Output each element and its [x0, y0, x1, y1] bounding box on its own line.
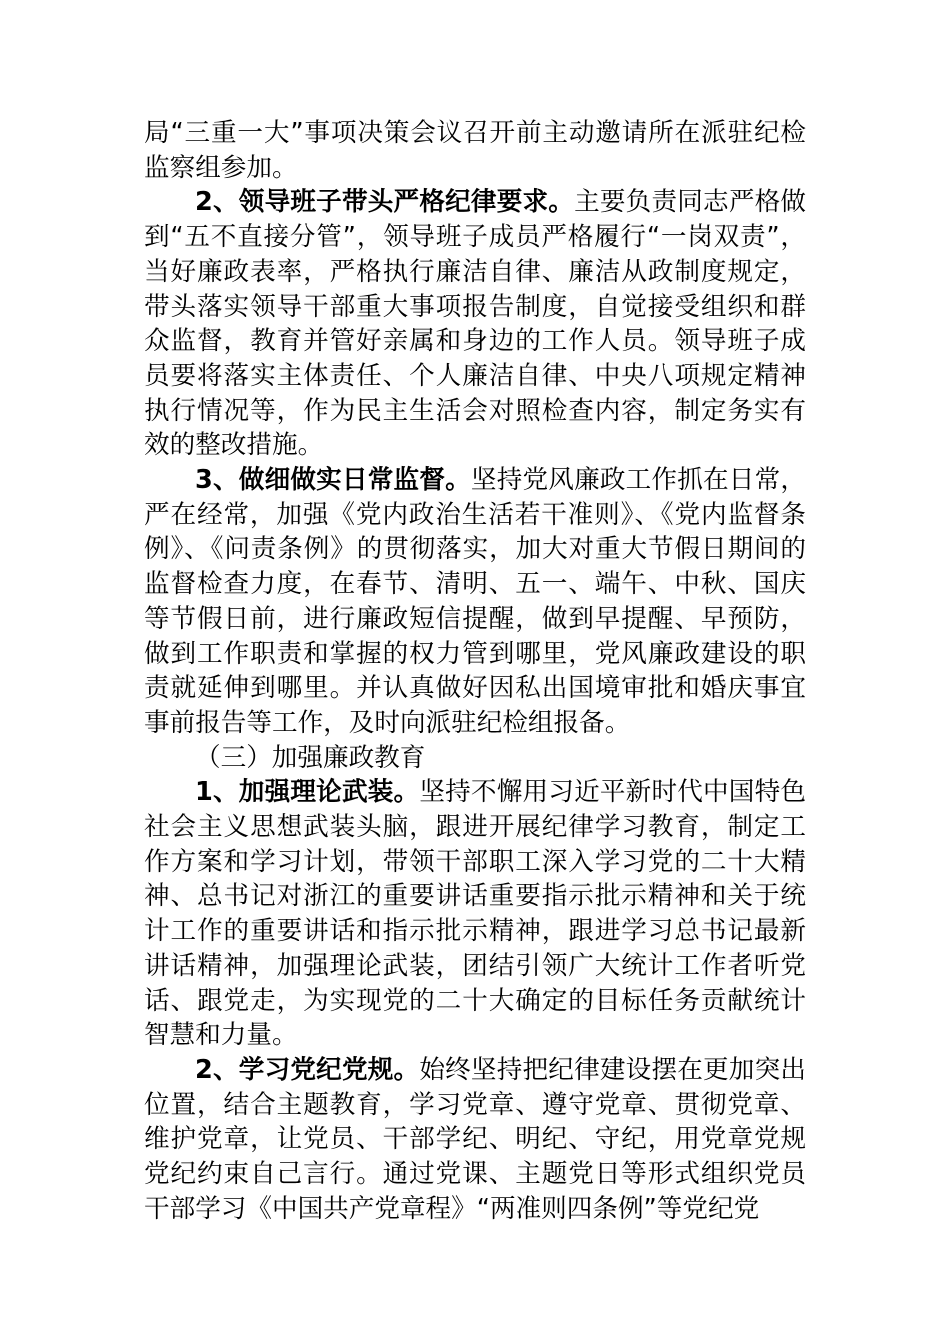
paragraph-text: （三）加强廉政教育 [195, 742, 426, 773]
paragraph-heading: 3、做细做实日常监督。 [195, 465, 471, 496]
paragraph-party-rules-study [144, 1053, 806, 1227]
paragraph-text: 主要负责同志严格做到“五不直接分管”，领导班子成员严格履行“一岗双责”，当好廉政表率，严格执行廉洁自律、廉洁从政制度规定，带头落实领导干部重大事项报告制度，自觉接受组织和群众监督，教育并管好亲属和身边的工作人员。领导班子成员要将落实主体责任、个人廉洁自律、中央八项规定精神执行情况等，作为民主生活会对照检查内容，制定务实有效的整改措施。 [144, 187, 806, 461]
paragraph-text: 坚持不懈用习近平新时代中国特色社会主义思想武装头脑，跟进开展纪律学习教育，制定工作方案和学习计划，带领干部职工深入学习党的二十大精神、总书记对浙江的重要讲话重要指示批示精神和关于统计工作的重要讲话和指示批示精神，跟进学习总书记最新讲话精神，加强理论武装，团结引领广大统计工作者听党话、跟党走，为实现党的二十大确定的目标任务贡献统计智慧和力量。 [144, 777, 806, 1051]
paragraph-leadership-discipline [144, 185, 806, 463]
section-heading-integrity-education [144, 741, 806, 776]
paragraph-heading: 2、领导班子带头严格纪律要求。 [195, 187, 575, 218]
paragraph-text: 坚持党风廉政工作抓在日常，严在经常，加强《党内政治生活若干准则》、《党内监督条例》、《问责条例》的贯彻落实，加大对重大节假日期间的监督检查力度，在春节、清明、五一、端午、中秋、国庆等节假日前，进行廉政短信提醒，做到早提醒、早预防，做到工作职责和掌握的权力管到哪里，党风廉政建设的职责就延伸到哪里。并认真做好因私出国境审批和婚庆事宜事前报告等工作，及时向派驻纪检组报备。 [144, 465, 806, 738]
paragraph-meeting-invitation [144, 116, 806, 185]
paragraph-text: 局“三重一大”事项决策会议召开前主动邀请所在派驻纪检监察组参加。 [144, 118, 806, 183]
paragraph-text: 始终坚持把纪律建设摆在更加突出位置，结合主题教育，学习党章、遵守党章、贯彻党章、维护党章，让党员、干部学纪、明纪、守纪，用党章党规党纪约束自己言行。通过党课、主题党日等形式组织党员干部学习《中国共产党章程》“两准则四条例”等党纪党 [144, 1054, 806, 1224]
paragraph-daily-supervision [144, 463, 806, 741]
document-body [144, 116, 806, 1227]
paragraph-heading: 1、加强理论武装。 [195, 777, 420, 808]
paragraph-theory-arming [144, 775, 806, 1053]
paragraph-heading: 2、学习党纪党规。 [195, 1054, 420, 1085]
